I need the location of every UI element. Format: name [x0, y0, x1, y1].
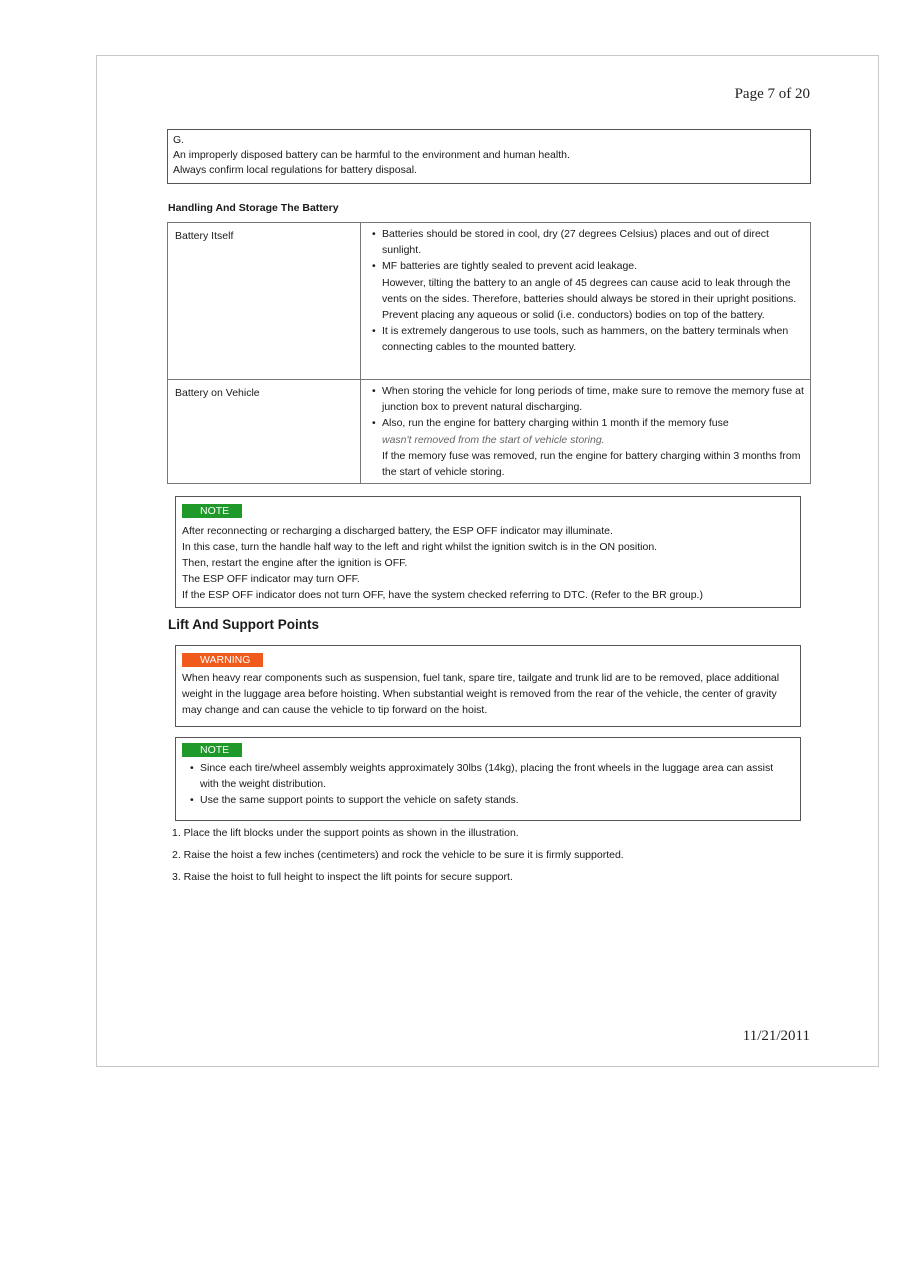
- note-line: After reconnecting or recharging a discharged battery, the ESP OFF indicator may illuminate.: [182, 525, 613, 537]
- list-item: • Since each tire/wheel assembly weights approximately 30lbs (14kg), placing the front wheels in the luggage area can assist with the weight distribution.: [182, 760, 794, 792]
- handling-heading: Handling And Storage The Battery: [168, 202, 339, 214]
- weight-note-box: [175, 737, 801, 821]
- note-badge: NOTE: [182, 504, 242, 518]
- document-page: [96, 55, 879, 1067]
- list-item: • Also, run the engine for battery charging within 1 month if the memory fuse wasn't removed from the start of vehicle storing. If the memory fuse was removed, run the engine for battery charging within 3 months from the start of vehicle storing.: [368, 415, 804, 480]
- list-item: • It is extremely dangerous to use tools, such as hammers, on the battery terminals when connecting cables to the mounted battery.: [368, 323, 804, 355]
- row-content: [361, 223, 811, 380]
- row-content: [361, 380, 811, 484]
- page-number: Page 7 of 20: [734, 86, 810, 102]
- footer-date: 11/21/2011: [742, 1028, 810, 1044]
- disposal-note-label: G.: [173, 134, 185, 146]
- warning-text: When heavy rear components such as suspension, fuel tank, spare tire, tailgate and trunk lid are to be removed, place additional weight in the luggage area before hoisting. When substantial weight is removed from the rear of the vehicle, the center of gravity may change and can cause the vehicle to tip forward on the hoist.: [182, 672, 780, 716]
- row-label-battery-itself: Battery Itself: [168, 223, 361, 380]
- list-item: • MF batteries are tightly sealed to prevent acid leakage. However, tilting the battery to an angle of 45 degrees can cause acid to leak through the vents on the sides. Therefore, batteries should always be stored in their upright positions. Prevent placing any aqueous or solid (i.e. conductors) bodies on top of the battery.: [368, 258, 804, 323]
- step-item: 2. Raise the hoist a few inches (centimeters) and rock the vehicle to be sure it is firmly supported.: [172, 849, 624, 861]
- note-line: If the ESP OFF indicator does not turn OFF, have the system checked referring to DTC. (Refer to the BR group.): [182, 589, 703, 602]
- step-item: 1. Place the lift blocks under the support points as shown in the illustration.: [172, 827, 519, 839]
- lift-heading: Lift And Support Points: [168, 617, 319, 632]
- list-item: • When storing the vehicle for long periods of time, make sure to remove the memory fuse at junction box to prevent natural discharging.: [368, 383, 804, 415]
- note-line: Then, restart the engine after the ignition is OFF.: [182, 557, 408, 570]
- warning-badge: WARNING: [182, 653, 263, 667]
- list-item: • Batteries should be stored in cool, dry (27 degrees Celsius) places and out of direct sunlight.: [368, 226, 804, 258]
- disposal-note-line: An improperly disposed battery can be harmful to the environment and human health.: [173, 149, 570, 161]
- table-row: [168, 380, 811, 484]
- note-badge: NOTE: [182, 743, 242, 757]
- disposal-note-box: [167, 129, 811, 184]
- step-item: 3. Raise the hoist to full height to inspect the lift points for secure support.: [172, 871, 513, 883]
- handling-table: [167, 222, 811, 484]
- disposal-note-line: Always confirm local regulations for battery disposal.: [173, 164, 417, 176]
- lift-steps: [172, 826, 812, 892]
- warning-box: [175, 645, 801, 727]
- list-item: • Use the same support points to support the vehicle on safety stands.: [182, 792, 794, 808]
- note-line: In this case, turn the handle half way to the left and right whilst the ignition switch is in the ON position.: [182, 541, 658, 554]
- esp-note-box: [175, 496, 801, 608]
- row-label-battery-on-vehicle: Battery on Vehicle: [168, 380, 361, 484]
- table-row: [168, 223, 811, 380]
- note-line: The ESP OFF indicator may turn OFF.: [182, 573, 360, 586]
